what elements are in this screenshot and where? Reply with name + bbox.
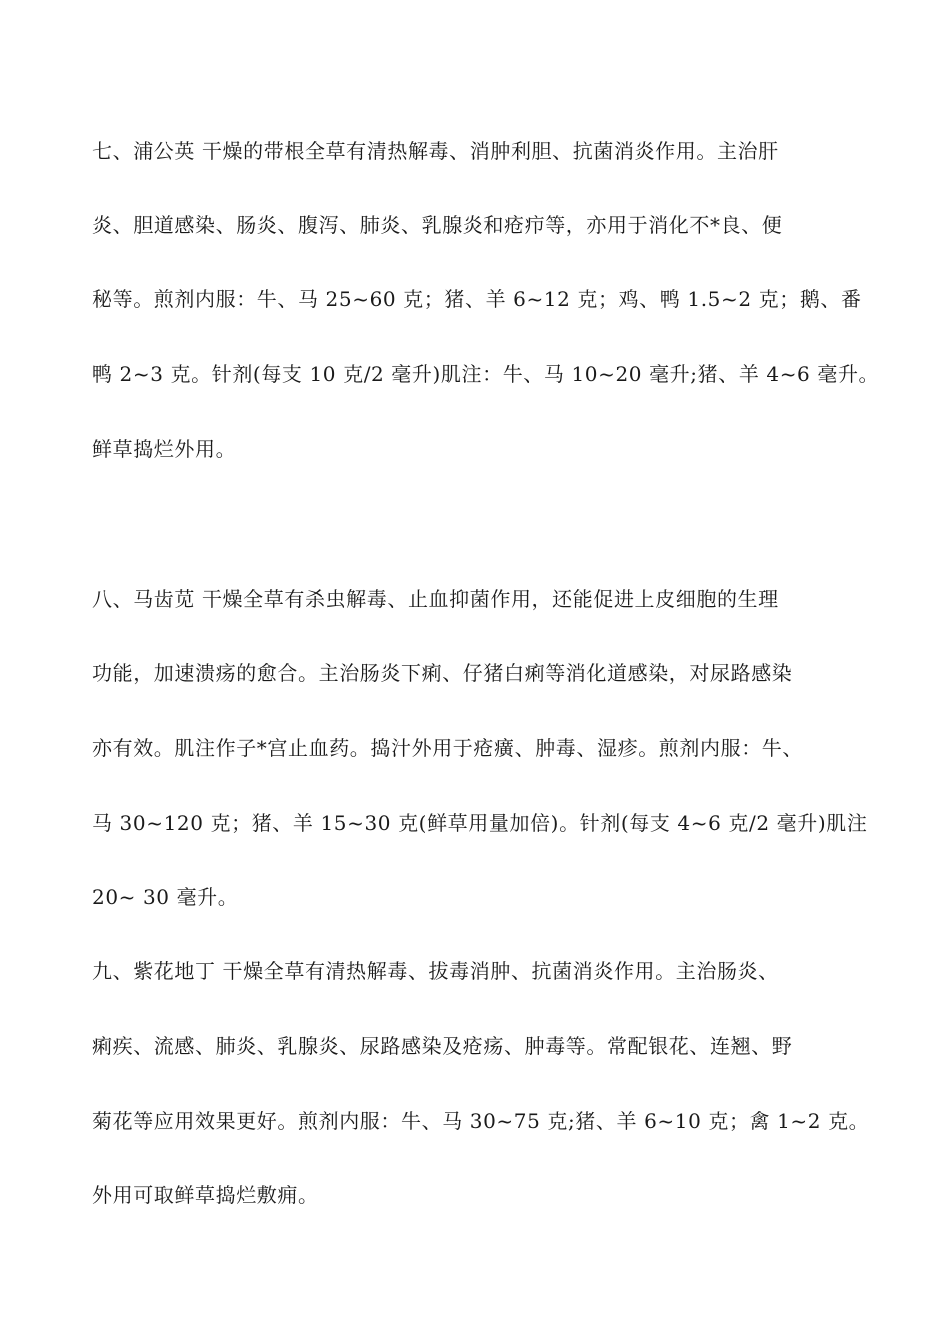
text-line: 炎、胆道感染、肠炎、腹泻、肺炎、乳腺炎和疮疖等，亦用于消化不*良、便 xyxy=(92,213,783,237)
text-line: 亦有效。肌注作子*宫止血药。捣汁外用于疮癀、肿毒、湿疹。煎剂内服：牛、 xyxy=(92,736,803,760)
text-line: 鲜草捣烂外用。 xyxy=(92,437,237,461)
text-line: 九、紫花地丁 干燥全草有清热解毒、拔毒消肿、抗菌消炎作用。主治肠炎、 xyxy=(92,959,779,983)
text-line: 七、浦公英 干燥的带根全草有清热解毒、消肿利胆、抗菌消炎作用。主治肝 xyxy=(92,139,779,163)
text-line: 20~ 30 毫升。 xyxy=(92,885,239,909)
text-line: 秘等。煎剂内服：牛、马 25~60 克；猪、羊 6~12 克；鸡、鸭 1.5~2 克；鹅、番 xyxy=(92,287,862,311)
text-line: 外用可取鲜草捣烂敷痈。 xyxy=(92,1183,319,1207)
text-line: 菊花等应用效果更好。煎剂内服：牛、马 30~75 克;猪、羊 6~10 克；禽 1~2 克。 xyxy=(92,1109,870,1133)
text-line: 功能，加速溃疡的愈合。主治肠炎下痢、仔猪白痢等消化道感染，对尿路感染 xyxy=(92,661,793,685)
text-line: 痢疾、流感、肺炎、乳腺炎、尿路感染及疮疡、肿毒等。常配银花、连翘、野 xyxy=(92,1034,793,1058)
text-line: 马 30~120 克；猪、羊 15~30 克(鲜草用量加倍)。针剂(每支 4~6 克/2 毫升)肌注 xyxy=(92,811,868,835)
text-line: 鸭 2~3 克。针剂(每支 10 克/2 毫升)肌注：牛、马 10~20 毫升;猪、羊 4~6 毫升。 xyxy=(92,362,880,386)
text-line: 八、马齿苋 干燥全草有杀虫解毒、止血抑菌作用，还能促进上皮细胞的生理 xyxy=(92,587,779,611)
